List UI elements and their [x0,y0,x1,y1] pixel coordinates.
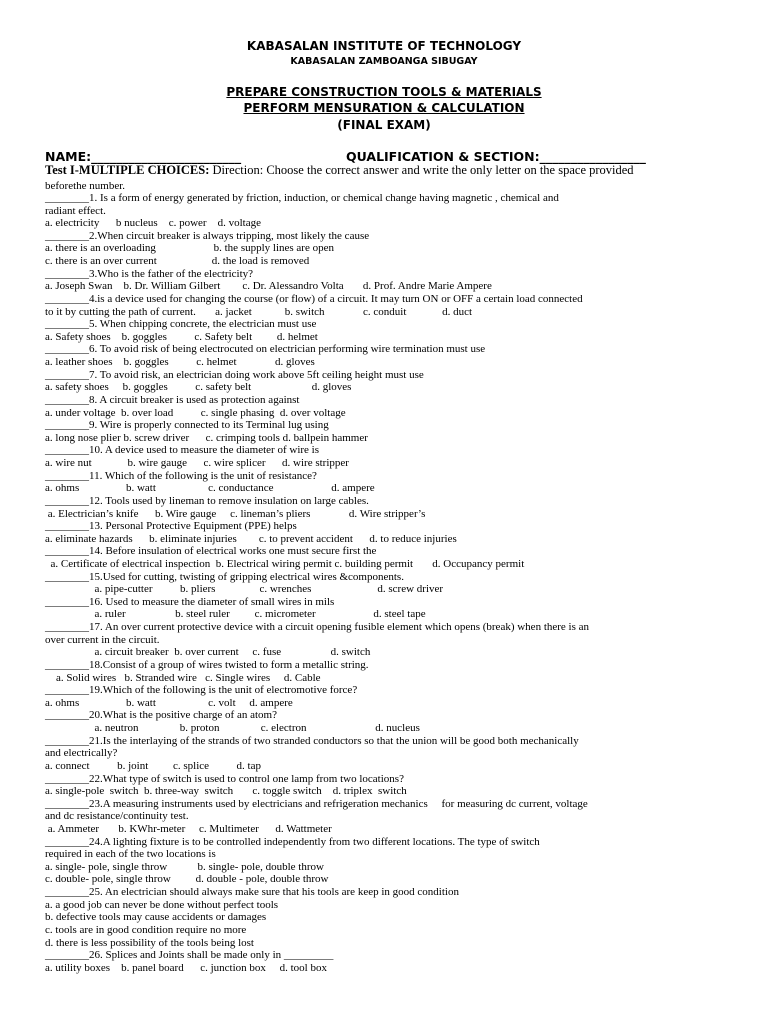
question-line: a. there is an overloading b. the supply lines are open [45,242,334,255]
question-line: ________18.Consist of a group of wires twisted to form a metallic string. [45,658,369,671]
question-line: a. Solid wires b. Stranded wire c. Single wires d. Cable [45,671,321,684]
question-line: ________22.What type of switch is used to control one lamp from two locations? [45,772,404,785]
exam-type: (FINAL EXAM) [337,118,431,132]
question-line: ________11. Which of the following is the unit of resistance? [45,469,317,482]
qualification-section-field[interactable]: QUALIFICATION & SECTION:_________________ [346,149,646,164]
question-line: a. Safety shoes b. goggles c. Safety belt d. helmet [45,330,318,343]
question-line: a. eliminate hazards b. eliminate injuries c. to prevent accident d. to reduce injuries [45,532,457,545]
subject-title-1 [0,85,768,99]
subject-title-1-text: PREPARE CONSTRUCTION TOOLS & MATERIALS [226,85,542,99]
question-line: a. single-pole switch b. three-way switch c. toggle switch d. triplex switch [45,785,407,798]
question-line: a. utility boxes b. panel board c. junction box d. tool box [45,961,327,974]
question-line: ________8. A circuit breaker is used as protection against [45,393,300,406]
question-line: a. under voltage b. over load c. single phasing d. over voltage [45,406,346,419]
question-line: a. ruler b. steel ruler c. micrometer d. steel tape [45,608,426,621]
question-line: radiant effect. [45,204,106,217]
question-line: ________2.When circuit breaker is always tripping, most likely the cause [45,229,370,242]
question-line: ________17. An over current protective device with a circuit opening fusible element which opens (break) when there is an [45,621,590,634]
question-line: ________20.What is the positive charge of an atom? [45,709,277,722]
question-line: a. connect b. joint c. splice d. tap [45,759,261,772]
question-line: a. wire nut b. wire gauge c. wire splicer d. wire stripper [45,457,349,470]
question-line: b. defective tools may cause accidents or damages [45,911,267,924]
question-line: ________16. Used to measure the diameter of small wires in mils [45,595,335,608]
subject-title-2-text: PERFORM MENSURATION & CALCULATION [243,101,525,115]
question-line: a. a good job can never be done without perfect tools [45,898,279,911]
test-heading [45,164,634,177]
question-line: ________15.Used for cutting, twisting of gripping electrical wires &components. [45,570,404,583]
question-line: ________21.Is the interlaying of the strands of two stranded conductors so that the union will be good both mechanically [45,734,579,747]
question-line: a. electricity b nucleus c. power d. voltage [45,217,261,230]
question-line: ________5. When chipping concrete, the electrician must use [45,318,317,331]
question-line: and dc resistance/continuity test. [45,810,189,823]
question-line: ________6. To avoid risk of being electrocuted on electrician performing wire termination must use [45,343,486,356]
question-line: a. safety shoes b. goggles c. safety belt d. gloves [45,381,352,394]
question-line: ________9. Wire is properly connected to its Terminal lug using [45,419,329,432]
question-line: ________1. Is a form of energy generated by friction, induction, or chemical change having magnetic , chemical and [45,192,559,204]
question-line: over current in the circuit. [45,633,160,646]
question-line: a. Ammeter b. KWhr-meter c. Multimeter d. Wattmeter [45,823,332,835]
test-title: Test I-MULTIPLE CHOICES: [45,163,210,177]
subject-title-2 [0,101,768,115]
question-line: a. long nose plier b. screw driver c. crimping tools d. ballpein hammer [45,431,368,444]
question-line: a. pipe-cutter b. pliers c. wrenches d. screw driver [45,583,444,596]
question-line: a. single- pole, single throw b. single- pole, double throw [45,860,324,873]
question-line: ________3.Who is the father of the electricity? [45,267,254,280]
question-line: ________23.A measuring instruments used by electricians and refrigeration mechanics for measuring dc current, voltage [45,797,588,810]
question-line: ________7. To avoid risk, an electrician doing work above 5ft ceiling height must use [45,368,424,381]
question-line: a. leather shoes b. goggles c. helmet d. gloves [45,356,315,369]
question-line: ________25. An electrician should always make sure that his tools are keep in good condition [45,886,459,899]
question-line: a. Electrician’s knife b. Wire gauge c. lineman’s pliers d. Wire stripper’s [45,507,426,520]
question-line: ________26. Splices and Joints shall be made only in _________ [45,949,334,962]
question-line: ________10. A device used to measure the diameter of wire is [45,444,320,457]
question-line: a. Joseph Swan b. Dr. William Gilbert c. Dr. Alessandro Volta d. Prof. Andre Marie Ampere [45,280,492,293]
question-line: a. ohms b. watt c. volt d. ampere [45,696,293,709]
question-line: c. tools are in good condition require no more [45,923,247,936]
test-direction: Direction: Choose the correct answer and write the only letter on the space provided [209,163,634,177]
question-line: a. circuit breaker b. over current c. fuse d. switch [45,646,371,659]
question-line: c. double- pole, single throw d. double - pole, double throw [45,873,329,886]
question-line: ________12. Tools used by lineman to remove insulation on large cables. [45,494,369,507]
question-line: to it by cutting the path of current. a. jacket b. switch c. conduit d. duct [45,305,473,318]
question-line: ________24.A lighting fixture is to be controlled independently from two different locations. The type of switch [45,835,540,848]
question-line: ________13. Personal Protective Equipment (PPE) helps [45,520,297,533]
question-line: a. neutron b. proton c. electron d. nucleus [45,722,420,735]
question-line: ________4.is a device used for changing the course (or flow) of a circuit. It may turn ON or OFF a certain load connected [45,292,583,305]
test-direction-continued: beforethe number. [45,180,126,192]
question-line: d. there is less possibility of the tools being lost [45,936,254,949]
question-line: ________19.Which of the following is the unit of electromotive force? [45,684,358,697]
question-line: required in each of the two locations is [45,848,216,861]
question-line: ________14. Before insulation of electrical works one must secure first the [45,545,377,558]
question-line: and electrically? [45,747,118,760]
name-field[interactable]: NAME:________________________ [45,149,242,164]
question-line: a. Certificate of electrical inspection b. Electrical wiring permit c. building permit d. Occupancy permit [45,557,525,570]
question-line: a. ohms b. watt c. conductance d. ampere [45,482,375,495]
school-name: KABASALAN INSTITUTE OF TECHNOLOGY [246,39,522,53]
school-address: KABASALAN ZAMBOANGA SIBUGAY [290,56,478,67]
question-line: c. there is an over current d. the load is removed [45,255,310,268]
